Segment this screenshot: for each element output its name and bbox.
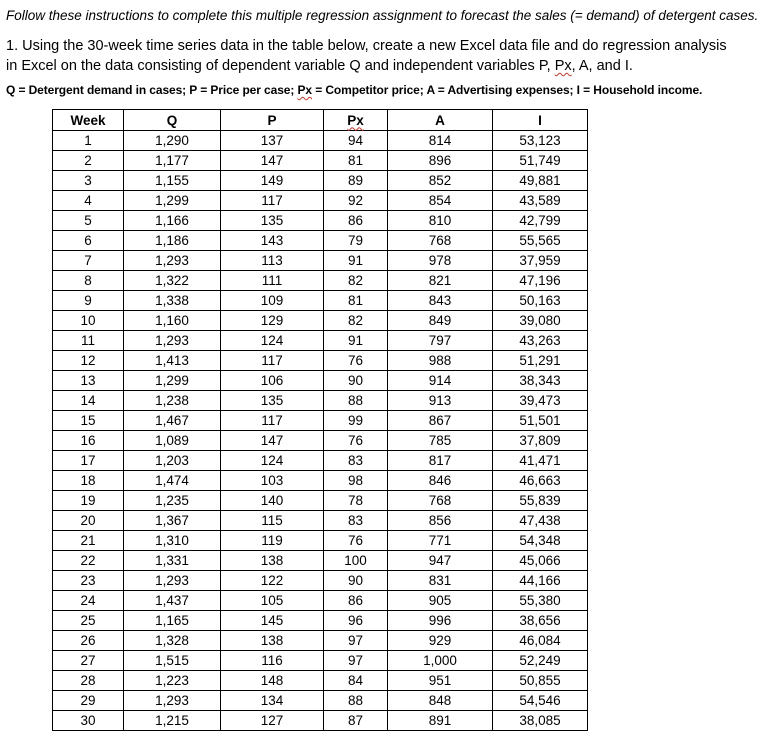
week-cell: 13 [53,371,124,391]
legend-post: = Competitor price; A = Advertising expenses; I = Household income. [311,83,703,97]
table-row [53,391,588,411]
i-cell: 50,163 [493,291,588,311]
a-cell: 810 [388,211,493,231]
week-cell: 18 [53,471,124,491]
q-cell: 1,331 [124,551,221,571]
px-cell: 76 [324,351,388,371]
a-cell: 848 [388,691,493,711]
header-q: Q [124,110,221,131]
px-cell: 86 [324,211,388,231]
i-cell: 47,196 [493,271,588,291]
a-cell: 797 [388,331,493,351]
table-row [53,691,588,711]
p-cell: 147 [221,431,324,451]
p-cell: 134 [221,691,324,711]
week-cell: 9 [53,291,124,311]
px-cell: 91 [324,331,388,351]
q-cell: 1,413 [124,351,221,371]
p-cell: 135 [221,391,324,411]
a-cell: 914 [388,371,493,391]
week-cell: 14 [53,391,124,411]
week-cell: 3 [53,171,124,191]
a-cell: 852 [388,171,493,191]
p-cell: 117 [221,351,324,371]
px-cell: 81 [324,151,388,171]
q-cell: 1,322 [124,271,221,291]
a-cell: 831 [388,571,493,591]
a-cell: 814 [388,131,493,151]
p-cell: 109 [221,291,324,311]
p-cell: 129 [221,311,324,331]
a-cell: 996 [388,611,493,631]
table-row [53,431,588,451]
table-row [53,331,588,351]
a-cell: 821 [388,271,493,291]
p-cell: 143 [221,231,324,251]
px-cell: 86 [324,591,388,611]
week-cell: 25 [53,611,124,631]
i-cell: 45,066 [493,551,588,571]
table-row [53,451,588,471]
table-header-row [53,110,588,131]
q-cell: 1,235 [124,491,221,511]
week-cell: 12 [53,351,124,371]
table-row [53,511,588,531]
q-cell: 1,328 [124,631,221,651]
q-cell: 1,238 [124,391,221,411]
p-cell: 140 [221,491,324,511]
a-cell: 947 [388,551,493,571]
q-cell: 1,299 [124,371,221,391]
p-cell: 113 [221,251,324,271]
px-cell: 78 [324,491,388,511]
header-px-label: Px [347,112,364,128]
table-row [53,491,588,511]
q-cell: 1,177 [124,151,221,171]
i-cell: 44,166 [493,571,588,591]
week-cell: 2 [53,151,124,171]
week-cell: 29 [53,691,124,711]
px-cell: 81 [324,291,388,311]
p-cell: 124 [221,451,324,471]
header-a: A [388,110,493,131]
table-row [53,171,588,191]
q-cell: 1,186 [124,231,221,251]
table-row [53,671,588,691]
i-cell: 37,809 [493,431,588,451]
q-cell: 1,293 [124,251,221,271]
i-cell: 51,291 [493,351,588,371]
a-cell: 854 [388,191,493,211]
table-row [53,291,588,311]
q-cell: 1,299 [124,191,221,211]
table-row [53,571,588,591]
week-cell: 28 [53,671,124,691]
header-px [324,110,388,131]
q-cell: 1,160 [124,311,221,331]
table-row [53,531,588,551]
a-cell: 843 [388,291,493,311]
table-row [53,711,588,731]
table-row [53,651,588,671]
q-cell: 1,215 [124,711,221,731]
table-row [53,611,588,631]
px-cell: 98 [324,471,388,491]
week-cell: 16 [53,431,124,451]
i-cell: 53,123 [493,131,588,151]
p-cell: 119 [221,531,324,551]
i-cell: 42,799 [493,211,588,231]
p-cell: 127 [221,711,324,731]
i-cell: 38,343 [493,371,588,391]
week-cell: 26 [53,631,124,651]
q-cell: 1,467 [124,411,221,431]
a-cell: 1,000 [388,651,493,671]
table-row [53,271,588,291]
week-cell: 8 [53,271,124,291]
px-cell: 76 [324,431,388,451]
a-cell: 768 [388,491,493,511]
px-cell: 100 [324,551,388,571]
table-row [53,371,588,391]
i-cell: 41,471 [493,451,588,471]
data-table [52,109,588,731]
p-cell: 149 [221,171,324,191]
p-cell: 103 [221,471,324,491]
q-cell: 1,437 [124,591,221,611]
a-cell: 846 [388,471,493,491]
q-cell: 1,310 [124,531,221,551]
a-cell: 849 [388,311,493,331]
header-i: I [493,110,588,131]
i-cell: 39,080 [493,311,588,331]
legend-pre: Q = Detergent demand in cases; P = Price per case; [6,83,298,97]
week-cell: 15 [53,411,124,431]
a-cell: 978 [388,251,493,271]
q-cell: 1,166 [124,211,221,231]
a-cell: 785 [388,431,493,451]
q-cell: 1,474 [124,471,221,491]
q-cell: 1,338 [124,291,221,311]
a-cell: 896 [388,151,493,171]
i-cell: 46,084 [493,631,588,651]
q-cell: 1,165 [124,611,221,631]
q-cell: 1,290 [124,131,221,151]
q-cell: 1,089 [124,431,221,451]
p-cell: 111 [221,271,324,291]
p-cell: 106 [221,371,324,391]
px-cell: 90 [324,571,388,591]
i-cell: 51,501 [493,411,588,431]
intro-instructions: Follow these instructions to complete this multiple regression assignment to forecast the sales (= demand) of detergent cases. [6,8,759,23]
px-cell: 94 [324,131,388,151]
a-cell: 867 [388,411,493,431]
px-cell: 79 [324,231,388,251]
px-cell: 87 [324,711,388,731]
table-row [53,191,588,211]
i-cell: 39,473 [493,391,588,411]
table-row [53,151,588,171]
table-row [53,551,588,571]
a-cell: 817 [388,451,493,471]
week-cell: 21 [53,531,124,551]
i-cell: 54,546 [493,691,588,711]
week-cell: 5 [53,211,124,231]
table-row [53,411,588,431]
i-cell: 52,249 [493,651,588,671]
px-cell: 99 [324,411,388,431]
q-cell: 1,367 [124,511,221,531]
table-row [53,591,588,611]
a-cell: 913 [388,391,493,411]
i-cell: 54,348 [493,531,588,551]
i-cell: 49,881 [493,171,588,191]
week-cell: 22 [53,551,124,571]
px-cell: 84 [324,671,388,691]
px-cell: 82 [324,311,388,331]
a-cell: 929 [388,631,493,651]
week-cell: 24 [53,591,124,611]
week-cell: 10 [53,311,124,331]
table-row [53,231,588,251]
q-cell: 1,155 [124,171,221,191]
i-cell: 43,263 [493,331,588,351]
px-cell: 83 [324,511,388,531]
table-row [53,631,588,651]
p-cell: 138 [221,551,324,571]
a-cell: 905 [388,591,493,611]
px-cell: 88 [324,691,388,711]
header-week: Week [53,110,124,131]
q-cell: 1,223 [124,671,221,691]
table-row [53,311,588,331]
week-cell: 4 [53,191,124,211]
px-cell: 88 [324,391,388,411]
a-cell: 951 [388,671,493,691]
q-cell: 1,203 [124,451,221,471]
i-cell: 55,380 [493,591,588,611]
table-row [53,351,588,371]
i-cell: 38,085 [493,711,588,731]
q-cell: 1,293 [124,571,221,591]
legend-px-term: Px [297,83,312,97]
variable-legend [6,83,702,97]
p-cell: 135 [221,211,324,231]
p-cell: 138 [221,631,324,651]
i-cell: 50,855 [493,671,588,691]
i-cell: 55,565 [493,231,588,251]
a-cell: 891 [388,711,493,731]
question-px-term: Px [554,58,572,74]
i-cell: 47,438 [493,511,588,531]
a-cell: 856 [388,511,493,531]
table-row [53,131,588,151]
px-cell: 96 [324,611,388,631]
p-cell: 122 [221,571,324,591]
q-cell: 1,293 [124,331,221,351]
p-cell: 117 [221,191,324,211]
table-row [53,211,588,231]
week-cell: 7 [53,251,124,271]
p-cell: 145 [221,611,324,631]
a-cell: 988 [388,351,493,371]
p-cell: 124 [221,331,324,351]
header-p: P [221,110,324,131]
px-cell: 83 [324,451,388,471]
question-1 [6,36,766,76]
px-cell: 76 [324,531,388,551]
week-cell: 30 [53,711,124,731]
p-cell: 116 [221,651,324,671]
p-cell: 115 [221,511,324,531]
question-line-2-pre: in Excel on the data consisting of dependent variable Q and independent variables P, [6,58,555,74]
px-cell: 90 [324,371,388,391]
week-cell: 27 [53,651,124,671]
week-cell: 19 [53,491,124,511]
px-cell: 97 [324,631,388,651]
week-cell: 17 [53,451,124,471]
p-cell: 147 [221,151,324,171]
i-cell: 37,959 [493,251,588,271]
week-cell: 11 [53,331,124,351]
week-cell: 23 [53,571,124,591]
week-cell: 6 [53,231,124,251]
table-row [53,471,588,491]
a-cell: 771 [388,531,493,551]
px-cell: 97 [324,651,388,671]
i-cell: 43,589 [493,191,588,211]
i-cell: 51,749 [493,151,588,171]
px-cell: 91 [324,251,388,271]
i-cell: 38,656 [493,611,588,631]
question-line-1: 1. Using the 30-week time series data in the table below, create a new Excel data file and do regression analysis [6,38,727,54]
table-row [53,251,588,271]
question-line-2-post: , A, and I. [571,58,633,74]
week-cell: 20 [53,511,124,531]
p-cell: 105 [221,591,324,611]
q-cell: 1,293 [124,691,221,711]
i-cell: 46,663 [493,471,588,491]
week-cell: 1 [53,131,124,151]
px-cell: 89 [324,171,388,191]
p-cell: 148 [221,671,324,691]
a-cell: 768 [388,231,493,251]
table-body [53,131,588,731]
p-cell: 117 [221,411,324,431]
px-cell: 92 [324,191,388,211]
q-cell: 1,515 [124,651,221,671]
px-cell: 82 [324,271,388,291]
p-cell: 137 [221,131,324,151]
i-cell: 55,839 [493,491,588,511]
